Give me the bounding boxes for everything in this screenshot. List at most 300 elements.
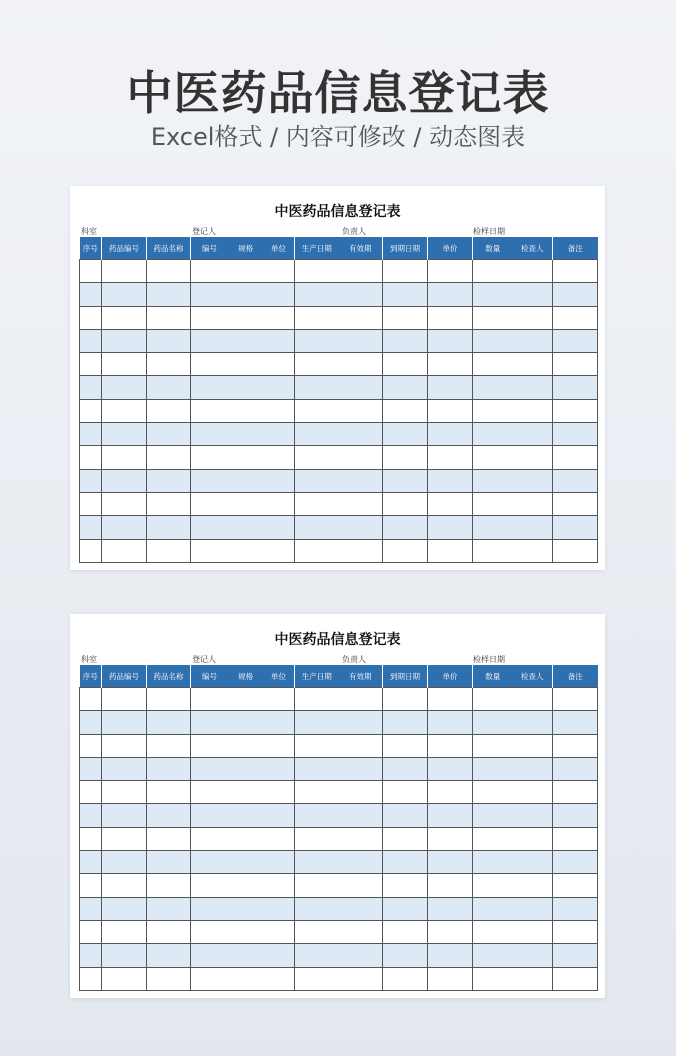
table-cell[interactable] [553,781,598,804]
table-cell[interactable] [553,516,598,539]
table-cell[interactable] [147,539,191,562]
table-cell[interactable] [295,539,383,562]
table-cell[interactable] [428,804,473,827]
table-cell[interactable] [473,283,553,306]
table-cell[interactable] [428,711,473,734]
table-cell[interactable] [80,897,102,920]
header-drug-name: 药品名称 [147,237,191,260]
table-row [80,423,598,446]
table-cell[interactable] [147,376,191,399]
table-cell[interactable] [102,329,147,352]
table-row [80,688,598,711]
table-cell[interactable] [102,353,147,376]
table-cell[interactable] [147,804,191,827]
table-cell[interactable] [553,260,598,283]
table-cell[interactable] [191,688,295,711]
table-cell[interactable] [191,757,295,780]
table-cell[interactable] [102,827,147,850]
table-cell[interactable] [191,492,295,515]
header-spec: 规格 [238,243,254,253]
table-cell[interactable] [383,399,428,422]
table-row [80,851,598,874]
table-cell[interactable] [191,399,295,422]
table-cell[interactable] [102,944,147,967]
table-cell[interactable] [147,944,191,967]
table-cell[interactable] [295,920,383,943]
table-cell[interactable] [383,306,428,329]
table-cell[interactable] [80,920,102,943]
header-price: 单价 [428,237,473,260]
table-cell[interactable] [102,539,147,562]
table-row [80,353,598,376]
sheet-title: 中医药品信息登记表 [274,632,401,648]
table-cell[interactable] [553,423,598,446]
table-cell[interactable] [102,688,147,711]
table-cell[interactable] [295,306,383,329]
table-cell[interactable] [191,804,295,827]
table-cell[interactable] [102,469,147,492]
table-cell[interactable] [295,260,383,283]
table-cell[interactable] [428,399,473,422]
meta-check-date-label: 检样日期 [473,227,505,236]
table-cell[interactable] [428,423,473,446]
header-drug-code: 药品编号 [102,237,147,260]
table-cell[interactable] [147,306,191,329]
table-cell[interactable] [383,874,428,897]
table-cell[interactable] [147,329,191,352]
header-valid: 有效期 [349,243,372,253]
table-cell[interactable] [191,283,295,306]
table-cell[interactable] [295,711,383,734]
table-cell[interactable] [553,711,598,734]
table-cell[interactable] [147,897,191,920]
table-cell[interactable] [428,353,473,376]
header-prod-valid [295,665,383,688]
header-checker: 检查人 [521,243,544,253]
table-row [80,757,598,780]
table-row [80,376,598,399]
table-cell[interactable] [102,492,147,515]
header-prod-date: 生产日期 [301,243,332,253]
table-cell[interactable] [295,827,383,850]
table-cell[interactable] [473,920,553,943]
table-cell[interactable] [102,897,147,920]
table-cell[interactable] [102,306,147,329]
table-row [80,920,598,943]
table-cell[interactable] [553,492,598,515]
table-cell[interactable] [473,688,553,711]
table-cell[interactable] [473,539,553,562]
table-cell[interactable] [295,967,383,990]
table-cell[interactable] [553,399,598,422]
table-cell[interactable] [428,446,473,469]
table-cell[interactable] [80,734,102,757]
table-cell[interactable] [295,446,383,469]
table-cell[interactable] [553,469,598,492]
header-prod-date: 生产日期 [301,671,332,681]
table-row [80,967,598,990]
table-cell[interactable] [80,329,102,352]
table-cell[interactable] [553,376,598,399]
header-drug-name: 药品名称 [147,665,191,688]
table-cell[interactable] [147,423,191,446]
meta-dept-label: 科室 [81,655,97,664]
table-cell[interactable] [147,851,191,874]
table-cell[interactable] [191,306,295,329]
register-table [79,237,598,563]
table-cell[interactable] [191,423,295,446]
header-seq: 序号 [80,665,102,688]
table-cell[interactable] [102,781,147,804]
table-cell[interactable] [295,944,383,967]
table-cell[interactable] [428,688,473,711]
table-cell[interactable] [80,306,102,329]
header-code: 编号 [202,671,218,681]
table-row [80,469,598,492]
table-cell[interactable] [80,851,102,874]
table-row [80,827,598,850]
table-cell[interactable] [383,492,428,515]
table-cell[interactable] [428,851,473,874]
table-cell[interactable] [295,353,383,376]
table-cell[interactable] [147,920,191,943]
table-cell[interactable] [147,516,191,539]
table-cell[interactable] [102,711,147,734]
table-cell[interactable] [383,283,428,306]
table-cell[interactable] [473,329,553,352]
table-cell[interactable] [191,539,295,562]
table-cell[interactable] [553,329,598,352]
header-price: 单价 [428,665,473,688]
table-cell[interactable] [102,804,147,827]
meta-registrar-label: 登记人 [192,227,216,236]
sheet-preview-2 [70,614,605,998]
table-cell[interactable] [191,874,295,897]
header-qty: 数量 [485,243,501,253]
table-cell[interactable] [102,967,147,990]
table-cell[interactable] [191,827,295,850]
table-cell[interactable] [147,283,191,306]
table-cell[interactable] [428,827,473,850]
table-cell[interactable] [428,897,473,920]
table-cell[interactable] [383,757,428,780]
table-cell[interactable] [553,874,598,897]
table-cell[interactable] [383,260,428,283]
table-cell[interactable] [428,469,473,492]
table-cell[interactable] [473,967,553,990]
table-cell[interactable] [102,920,147,943]
table-cell[interactable] [473,781,553,804]
table-row [80,734,598,757]
table-cell[interactable] [553,353,598,376]
table-header-row [80,665,598,688]
header-expire: 到期日期 [383,665,428,688]
table-cell[interactable] [191,897,295,920]
table-cell[interactable] [473,827,553,850]
table-cell[interactable] [102,757,147,780]
table-cell[interactable] [80,376,102,399]
table-cell[interactable] [80,711,102,734]
table-cell[interactable] [383,827,428,850]
table-cell[interactable] [473,897,553,920]
table-cell[interactable] [147,874,191,897]
table-body [80,688,598,991]
table-cell[interactable] [80,944,102,967]
table-cell[interactable] [473,851,553,874]
table-cell[interactable] [473,306,553,329]
table-cell[interactable] [295,283,383,306]
table-cell[interactable] [553,539,598,562]
table-row [80,329,598,352]
table-cell[interactable] [473,446,553,469]
header-valid: 有效期 [349,671,372,681]
table-cell[interactable] [80,516,102,539]
table-cell[interactable] [80,827,102,850]
table-cell[interactable] [473,804,553,827]
header-unit: 单位 [271,243,287,253]
table-cell[interactable] [383,851,428,874]
table-cell[interactable] [191,967,295,990]
table-cell[interactable] [383,967,428,990]
table-cell[interactable] [102,446,147,469]
table-cell[interactable] [295,399,383,422]
table-cell[interactable] [428,874,473,897]
table-cell[interactable] [553,897,598,920]
table-cell[interactable] [428,757,473,780]
table-cell[interactable] [383,353,428,376]
table-cell[interactable] [80,967,102,990]
table-cell[interactable] [383,329,428,352]
table-cell[interactable] [383,423,428,446]
table-cell[interactable] [102,874,147,897]
header-remark: 备注 [553,665,598,688]
table-cell[interactable] [191,944,295,967]
table-cell[interactable] [553,757,598,780]
table-cell[interactable] [80,804,102,827]
table-cell[interactable] [191,851,295,874]
table-row [80,516,598,539]
table-cell[interactable] [428,306,473,329]
table-cell[interactable] [473,423,553,446]
table-cell[interactable] [147,688,191,711]
table-cell[interactable] [383,446,428,469]
table-cell[interactable] [80,399,102,422]
table-row [80,260,598,283]
table-cell[interactable] [295,734,383,757]
table-cell[interactable] [553,688,598,711]
table-cell[interactable] [428,967,473,990]
table-cell[interactable] [383,920,428,943]
meta-responsible-label: 负责人 [342,655,366,664]
table-cell[interactable] [102,516,147,539]
table-cell[interactable] [428,516,473,539]
table-cell[interactable] [473,469,553,492]
table-row [80,874,598,897]
table-cell[interactable] [147,711,191,734]
table-row [80,897,598,920]
table-cell[interactable] [383,944,428,967]
table-cell[interactable] [295,781,383,804]
table-cell[interactable] [383,516,428,539]
table-cell[interactable] [473,260,553,283]
table-cell[interactable] [295,757,383,780]
table-cell[interactable] [428,920,473,943]
table-cell[interactable] [295,329,383,352]
table-cell[interactable] [191,734,295,757]
table-cell[interactable] [191,353,295,376]
table-cell[interactable] [147,353,191,376]
table-cell[interactable] [553,920,598,943]
meta-dept-label: 科室 [81,227,97,236]
table-cell[interactable] [428,944,473,967]
table-cell[interactable] [102,376,147,399]
table-cell[interactable] [473,734,553,757]
table-cell[interactable] [191,781,295,804]
table-cell[interactable] [473,492,553,515]
table-cell[interactable] [295,469,383,492]
table-cell[interactable] [147,399,191,422]
header-code-spec-unit [191,237,295,260]
table-cell[interactable] [147,492,191,515]
table-row [80,283,598,306]
table-cell[interactable] [428,260,473,283]
table-cell[interactable] [295,492,383,515]
table-cell[interactable] [147,967,191,990]
table-cell[interactable] [473,353,553,376]
table-cell[interactable] [383,469,428,492]
meta-check-date-label: 检样日期 [473,655,505,664]
header-drug-code: 药品编号 [102,665,147,688]
table-cell[interactable] [295,874,383,897]
table-cell[interactable] [147,757,191,780]
table-cell[interactable] [80,423,102,446]
table-cell[interactable] [553,306,598,329]
table-cell[interactable] [295,897,383,920]
table-cell[interactable] [191,711,295,734]
table-cell[interactable] [553,734,598,757]
table-cell[interactable] [473,711,553,734]
table-cell[interactable] [80,781,102,804]
table-row [80,399,598,422]
table-cell[interactable] [147,827,191,850]
table-cell[interactable] [383,711,428,734]
table-cell[interactable] [191,516,295,539]
hero-subtitle: Excel格式 / 内容可修改 / 动态图表 [150,123,526,151]
table-cell[interactable] [295,376,383,399]
table-cell[interactable] [553,827,598,850]
table-row [80,492,598,515]
table-cell[interactable] [553,944,598,967]
header-prod-valid [295,237,383,260]
table-cell[interactable] [553,804,598,827]
table-cell[interactable] [428,283,473,306]
table-cell[interactable] [191,376,295,399]
table-row [80,944,598,967]
table-cell[interactable] [553,967,598,990]
table-cell[interactable] [553,446,598,469]
register-table [79,665,598,991]
table-cell[interactable] [191,446,295,469]
table-cell[interactable] [383,734,428,757]
header-checker: 检查人 [521,671,544,681]
table-cell[interactable] [428,539,473,562]
table-cell[interactable] [383,781,428,804]
table-cell[interactable] [428,734,473,757]
table-cell[interactable] [80,492,102,515]
table-cell[interactable] [80,446,102,469]
table-cell[interactable] [80,353,102,376]
table-cell[interactable] [147,734,191,757]
table-row [80,804,598,827]
table-cell[interactable] [102,423,147,446]
table-cell[interactable] [80,539,102,562]
meta-registrar-label: 登记人 [192,655,216,664]
table-cell[interactable] [102,283,147,306]
table-cell[interactable] [80,260,102,283]
table-cell[interactable] [428,781,473,804]
table-cell[interactable] [295,851,383,874]
table-cell[interactable] [80,469,102,492]
table-cell[interactable] [80,757,102,780]
table-cell[interactable] [147,260,191,283]
table-cell[interactable] [383,897,428,920]
table-cell[interactable] [295,688,383,711]
table-cell[interactable] [295,516,383,539]
table-cell[interactable] [553,851,598,874]
table-cell[interactable] [473,399,553,422]
meta-responsible-label: 负责人 [342,227,366,236]
table-cell[interactable] [473,376,553,399]
table-cell[interactable] [191,329,295,352]
table-cell[interactable] [191,260,295,283]
table-row [80,306,598,329]
table-cell[interactable] [80,874,102,897]
table-cell[interactable] [473,944,553,967]
table-cell[interactable] [147,446,191,469]
header-qty: 数量 [485,671,501,681]
table-cell[interactable] [473,757,553,780]
header-qty-checker [473,665,553,688]
table-cell[interactable] [383,804,428,827]
header-unit: 单位 [271,671,287,681]
table-cell[interactable] [191,469,295,492]
header-code-spec-unit [191,665,295,688]
table-cell[interactable] [295,423,383,446]
table-cell[interactable] [428,376,473,399]
table-cell[interactable] [80,283,102,306]
sheet-title: 中医药品信息登记表 [274,204,401,220]
table-cell[interactable] [295,804,383,827]
table-cell[interactable] [473,874,553,897]
table-cell[interactable] [102,851,147,874]
table-cell[interactable] [383,539,428,562]
table-cell[interactable] [191,920,295,943]
table-cell[interactable] [147,469,191,492]
sheet-preview-1 [70,186,605,570]
table-cell[interactable] [428,329,473,352]
table-cell[interactable] [383,376,428,399]
table-cell[interactable] [473,516,553,539]
table-cell[interactable] [102,734,147,757]
table-cell[interactable] [383,688,428,711]
table-cell[interactable] [147,781,191,804]
header-seq: 序号 [80,237,102,260]
table-cell[interactable] [80,688,102,711]
table-cell[interactable] [428,492,473,515]
table-cell[interactable] [102,399,147,422]
table-cell[interactable] [102,260,147,283]
table-cell[interactable] [553,283,598,306]
